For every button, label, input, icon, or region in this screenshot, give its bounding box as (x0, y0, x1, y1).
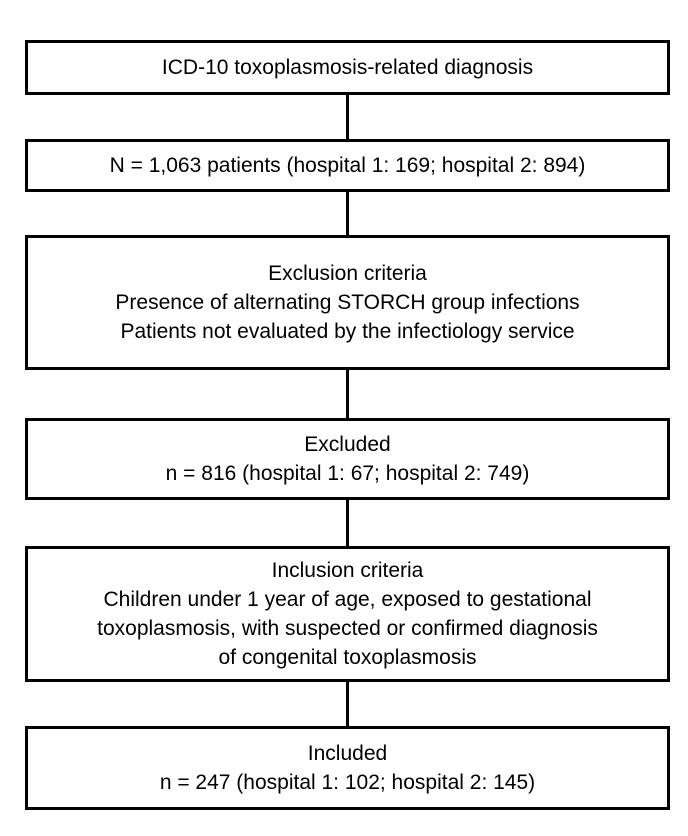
exclusion-criteria-heading: Exclusion criteria (268, 262, 427, 285)
included-count: n = 247 (hospital 1: 102; hospital 2: 145) (159, 771, 536, 794)
excluded-box (25, 418, 670, 500)
patients-text: N = 1,063 patients (hospital 1: 169; hospital 2: 894) (109, 154, 586, 177)
exclusion-criteria-box (25, 235, 670, 370)
exclusion-criteria-item-infectiology: Patients not evaluated by the infectiology service (120, 320, 575, 343)
diagnosis-text: ICD-10 toxoplasmosis-related diagnosis (161, 56, 534, 79)
connector-exclusion-to-excluded (346, 370, 349, 418)
diagnosis-box (25, 40, 670, 95)
excluded-count: n = 816 (hospital 1: 67; hospital 2: 749) (165, 462, 530, 485)
inclusion-criteria-line-1: Children under 1 year of age, exposed to gestational (103, 588, 592, 611)
included-box (25, 726, 670, 810)
connector-excluded-to-inclusion (346, 500, 349, 546)
connector-diagnosis-to-patients (346, 95, 349, 139)
patients-box (25, 139, 670, 192)
included-heading: Included (307, 742, 388, 765)
excluded-heading: Excluded (304, 433, 391, 456)
exclusion-criteria-item-storch: Presence of alternating STORCH group infections (115, 291, 580, 314)
connector-patients-to-exclusion (346, 192, 349, 235)
inclusion-criteria-line-2: toxoplasmosis, with suspected or confirmed diagnosis (97, 617, 598, 640)
connector-inclusion-to-included (346, 682, 349, 726)
inclusion-criteria-box (25, 546, 670, 682)
inclusion-criteria-heading: Inclusion criteria (271, 559, 424, 582)
inclusion-criteria-line-3: of congenital toxoplasmosis (218, 646, 477, 669)
